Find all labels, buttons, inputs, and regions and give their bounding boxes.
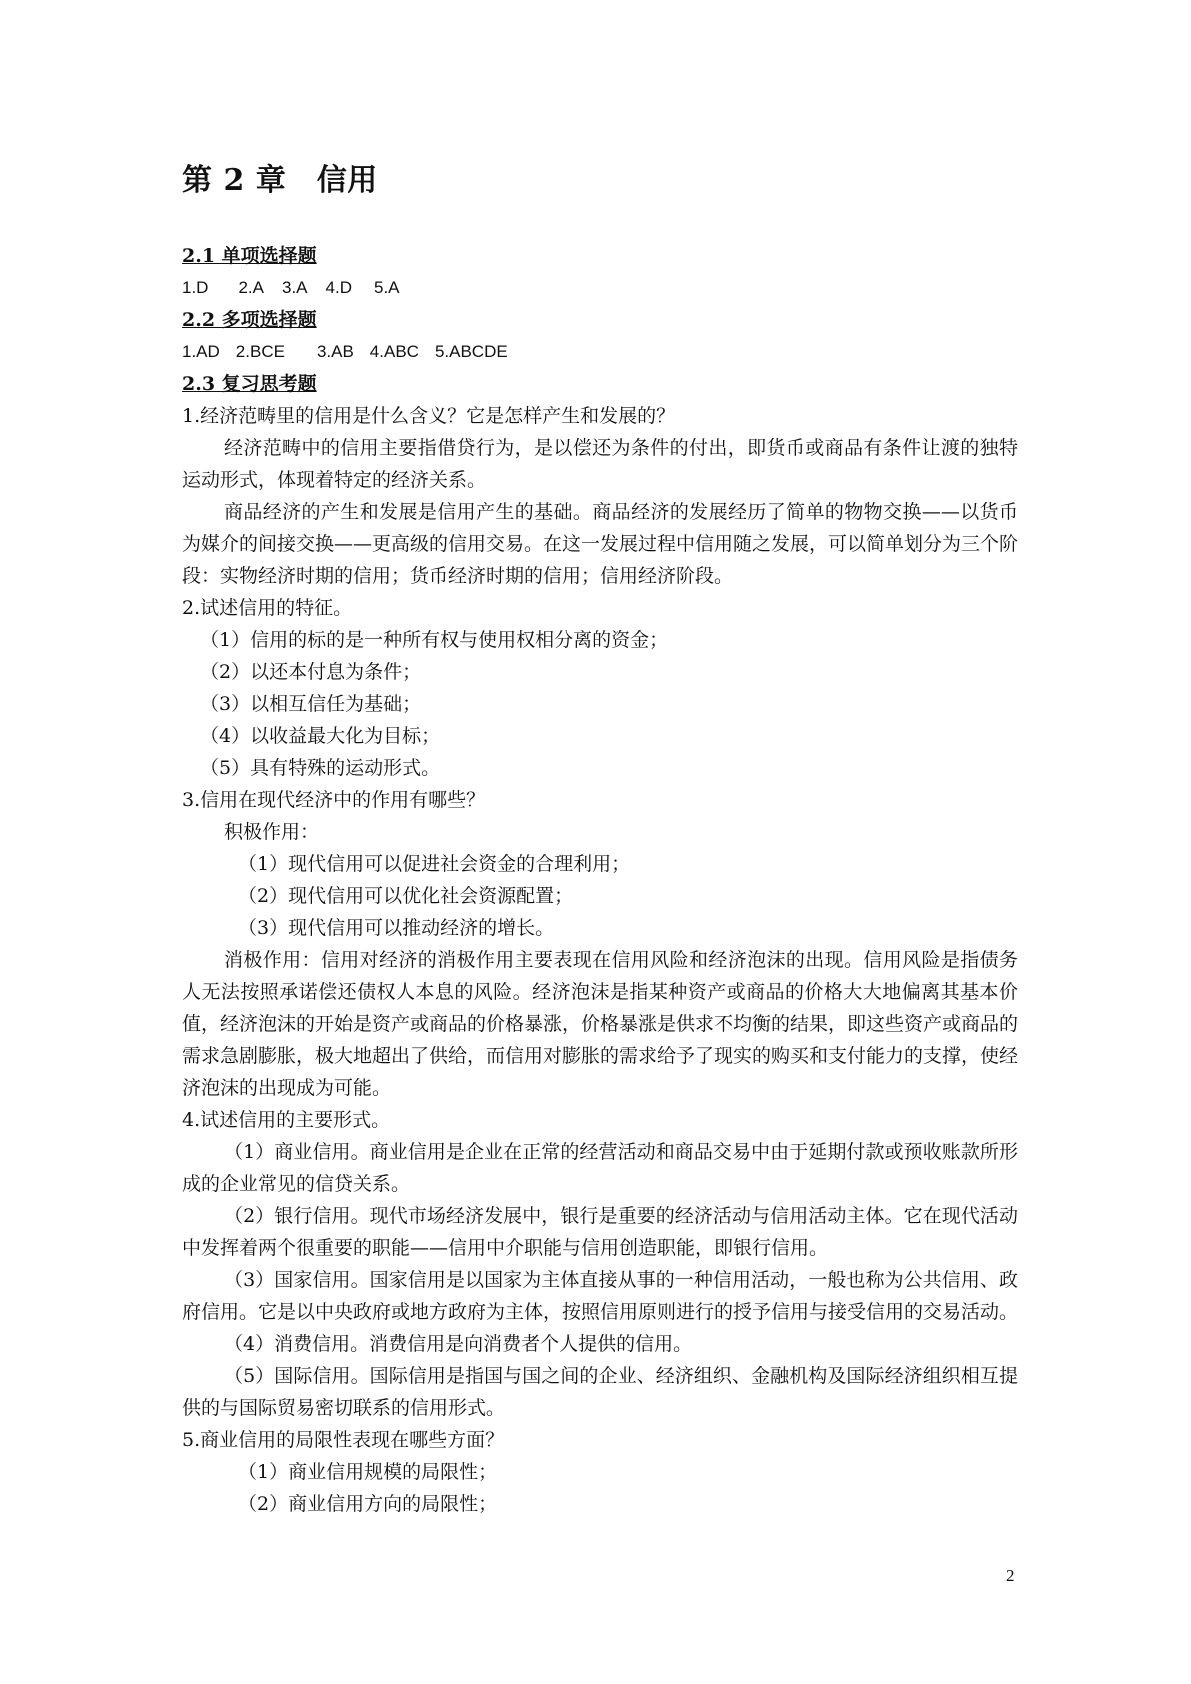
answer-item: 3.A bbox=[282, 278, 308, 297]
document-body bbox=[182, 240, 1018, 1520]
q2-list-item: （4）以收益最大化为目标； bbox=[200, 725, 441, 747]
page-number: 2 bbox=[1006, 1566, 1015, 1585]
q2-list-item: （1）信用的标的是一种所有权与使用权相分离的资金； bbox=[200, 629, 669, 651]
question-3: 3.信用在现代经济中的作用有哪些？ bbox=[182, 789, 486, 811]
q3-list-item: （1）现代信用可以促进社会资金的合理利用； bbox=[238, 853, 631, 875]
question-2: 2.试述信用的特征。 bbox=[182, 597, 353, 619]
answer-item: 5.A bbox=[374, 278, 400, 297]
q5-list-item: （1）商业信用规模的局限性； bbox=[238, 1461, 498, 1483]
q2-list-item: （3）以相互信任为基础； bbox=[200, 693, 422, 715]
q4-paragraph: （1）商业信用。商业信用是企业在正常的经营活动和商品交易中由于延期付款或预收账款所形成的企业常见的信贷关系。 bbox=[182, 1141, 1018, 1195]
answer-item: 3.AB bbox=[316, 342, 354, 361]
answers-2-2 bbox=[182, 336, 1018, 368]
section-title-2-2: 2.2 多项选择题 bbox=[182, 309, 317, 331]
q2-list-item: （5）具有特殊的运动形式。 bbox=[200, 757, 441, 779]
q3-negative-paragraph: 消极作用：信用对经济的消极作用主要表现在信用风险和经济泡沫的出现。信用风险是指债务人无法按照承诺偿还债权人本息的风险。经济泡沫是指某种资产或商品的价格大大地偏离其基本价值，经济泡沫的开始是资产或商品的价格暴涨，价格暴涨是供求不均衡的结果，即这些资产或商品的需求急剧膨胀，极大地超出了供给，而信用对膨胀的需求给予了现实的购买和支付能力的支撑，使经济泡沫的出现成为可能。 bbox=[182, 949, 1019, 1099]
question-5: 5.商业信用的局限性表现在哪些方面？ bbox=[182, 1429, 505, 1451]
q2-list-item: （2）以还本付息为条件； bbox=[200, 661, 422, 683]
q1-paragraph-1: 经济范畴中的信用主要指借贷行为，是以偿还为条件的付出，即货币或商品有条件让渡的独特运动形式，体现着特定的经济关系。 bbox=[182, 437, 1018, 491]
q5-list-item: （2）商业信用方向的局限性； bbox=[238, 1493, 498, 1515]
answer-item: 5.ABCDE bbox=[434, 342, 508, 361]
chapter-title: 第 2 章 信用 bbox=[182, 163, 378, 198]
answers-2-1 bbox=[182, 272, 1018, 304]
section-title-2-3: 2.3 复习思考题 bbox=[182, 373, 317, 395]
answer-item: 1.D bbox=[182, 278, 209, 297]
answer-item: 4.D bbox=[325, 278, 352, 297]
q3-list-item: （3）现代信用可以推动经济的增长。 bbox=[238, 917, 555, 939]
q4-paragraph: （4）消费信用。消费信用是向消费者个人提供的信用。 bbox=[224, 1333, 693, 1355]
q3-list-item: （2）现代信用可以优化社会资源配置； bbox=[238, 885, 574, 907]
section-title-2-1: 2.1 单项选择题 bbox=[182, 245, 317, 267]
question-1: 1.经济范畴里的信用是什么含义？它是怎样产生和发展的？ bbox=[182, 405, 676, 427]
answer-item: 2.A bbox=[238, 278, 264, 297]
q4-paragraph: （3）国家信用。国家信用是以国家为主体直接从事的一种信用活动，一般也称为公共信用、政府信用。它是以中央政府或地方政府为主体，按照信用原则进行的授予信用与接受信用的交易活动。 bbox=[182, 1269, 1019, 1323]
q1-paragraph-2: 商品经济的产生和发展是信用产生的基础。商品经济的发展经历了简单的物物交换——以货币为媒介的间接交换——更高级的信用交易。在这一发展过程中信用随之发展，可以简单划分为三个阶段：实物经济时期的信用；货币经济时期的信用；信用经济阶段。 bbox=[182, 501, 1019, 587]
q4-paragraph: （5）国际信用。国际信用是指国与国之间的企业、经济组织、金融机构及国际经济组织相互提供的与国际贸易密切联系的信用形式。 bbox=[182, 1365, 1018, 1419]
answer-item: 4.ABC bbox=[369, 342, 419, 361]
q3-positive-label: 积极作用： bbox=[224, 821, 320, 843]
question-4: 4.试述信用的主要形式。 bbox=[182, 1109, 391, 1131]
q4-paragraph: （2）银行信用。现代市场经济发展中，银行是重要的经济活动与信用活动主体。它在现代活动中发挥着两个很重要的职能——信用中介职能与信用创造职能，即银行信用。 bbox=[182, 1205, 1018, 1259]
answer-item: 1.AD bbox=[182, 342, 220, 361]
answer-item: 2.BCE bbox=[235, 342, 285, 361]
